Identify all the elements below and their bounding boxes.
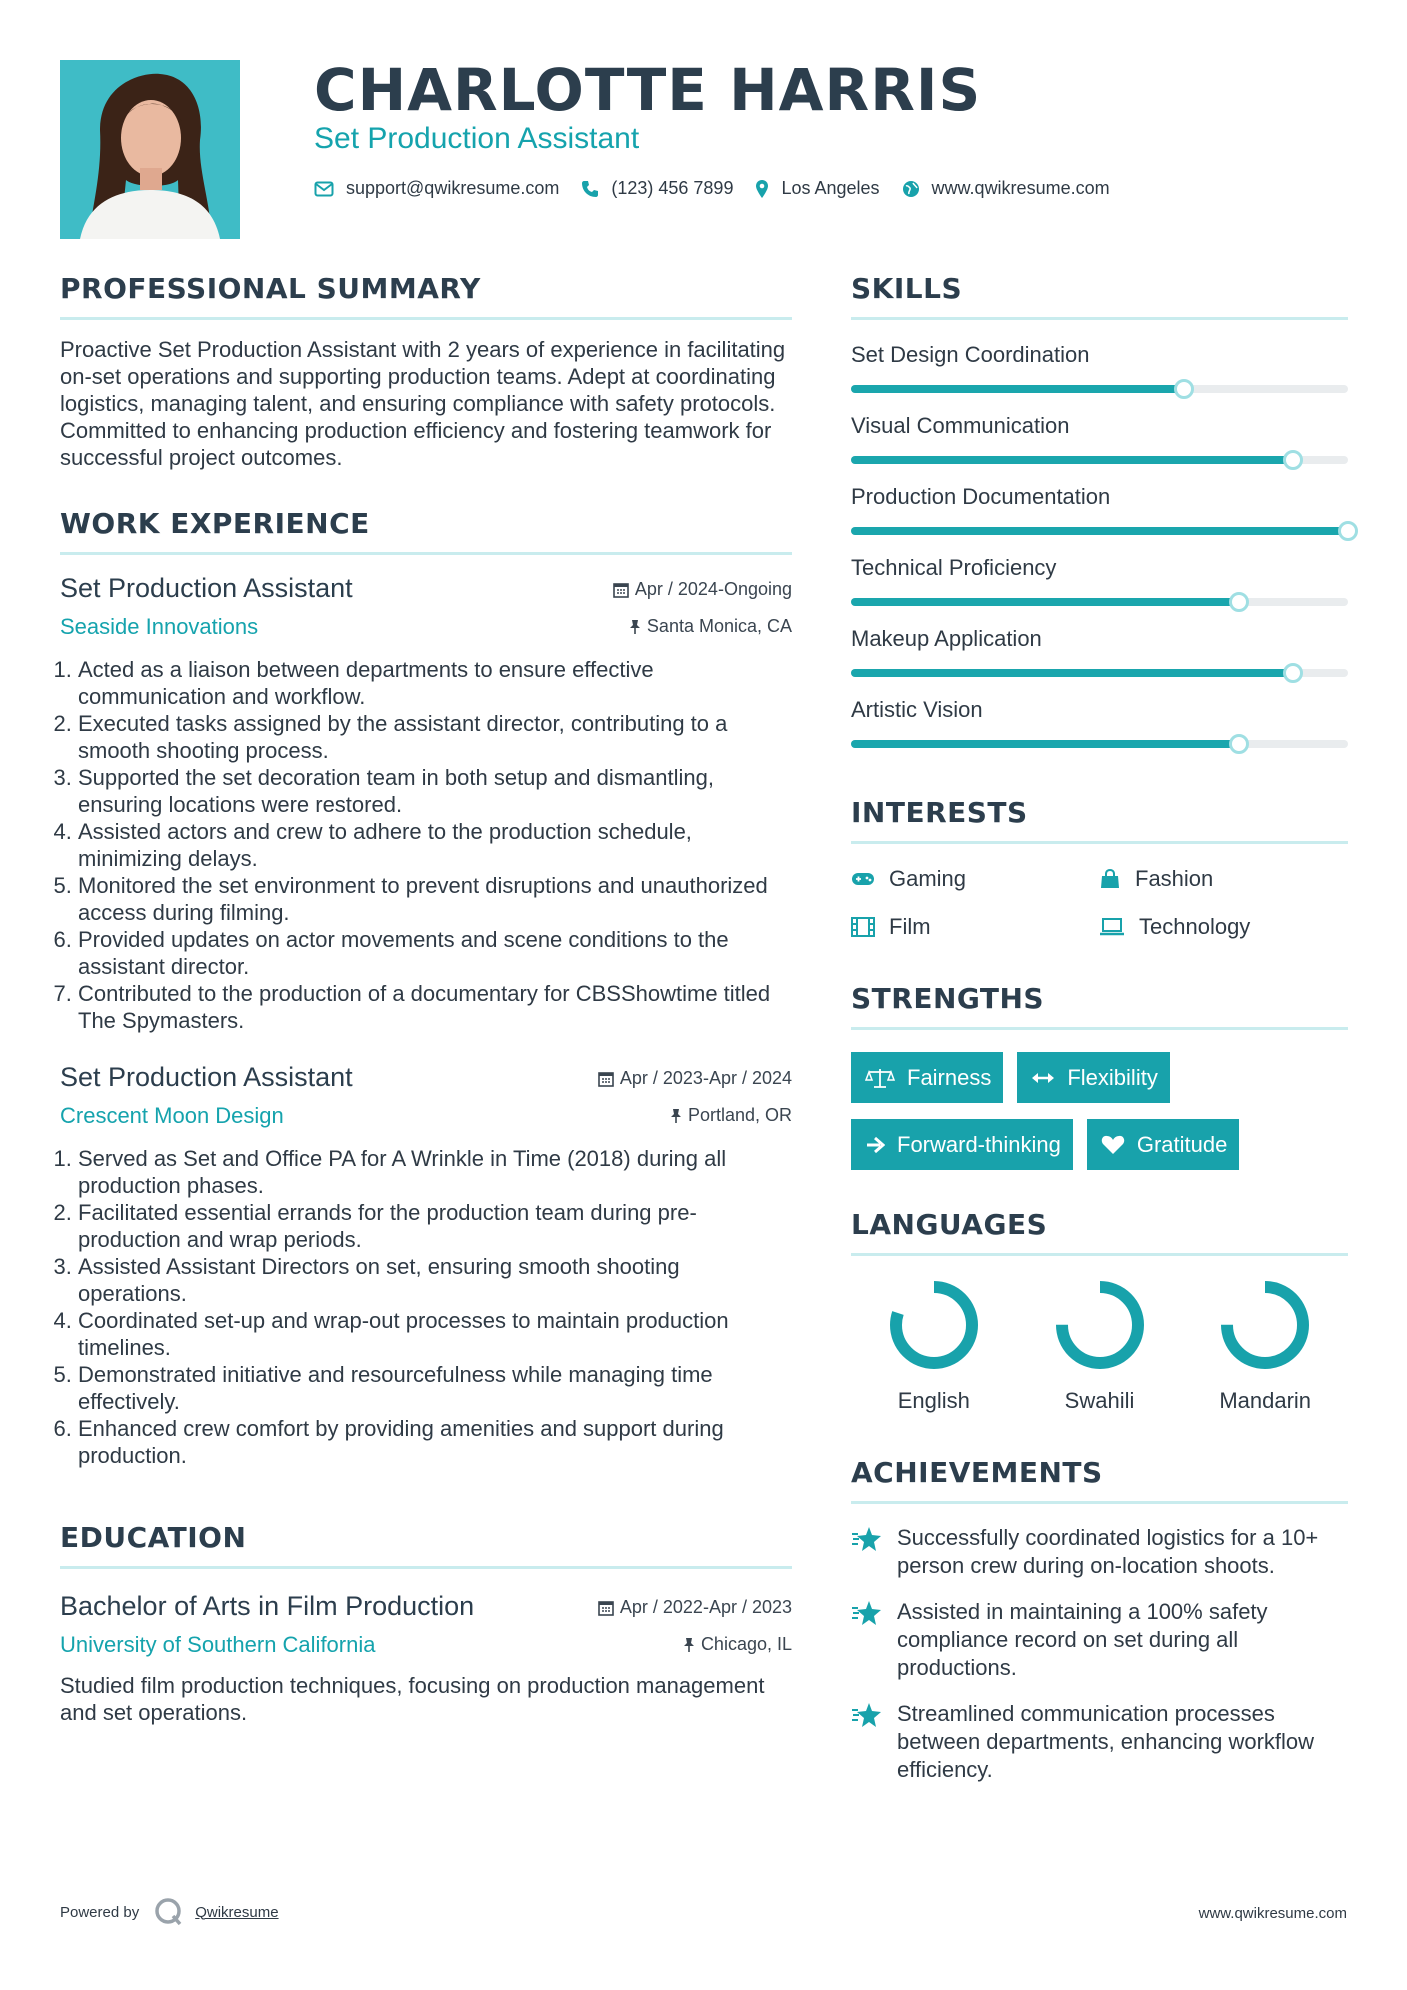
strengths-heading: STRENGTHS (851, 982, 1348, 1030)
contact-website[interactable] (902, 178, 1110, 199)
job-date-text: Apr / 2024-Ongoing (634, 579, 792, 599)
skill-bar-fill (851, 669, 1293, 677)
summary-text: Proactive Set Production Assistant with 2 years of experience in facilitating on-set operations and supporting production teams. Adept at coordinating logistics, managing talent, and ensuring compliance with safety protocols. Committed to enhancing production efficiency and fostering teamwork for successful project outcomes. (60, 337, 786, 470)
strength-label: Gratitude (1136, 1131, 1228, 1157)
phone-icon (581, 180, 599, 198)
skill-label: Visual Communication (851, 413, 1070, 438)
candidate-title: Set Production Assistant (314, 122, 640, 155)
education-heading: EDUCATION (60, 1521, 792, 1569)
skill-label: Production Documentation (851, 484, 1111, 509)
list-item: 4. Coordinated set-up and wrap-out processes to maintain production timelines. (78, 1307, 792, 1361)
language-label: English (897, 1388, 970, 1413)
thumbtack-icon (629, 619, 641, 635)
job-date-text: Apr / 2023-Apr / 2024 (619, 1068, 792, 1088)
list-item: 3. Assisted Assistant Directors on set, ensuring smooth shooting operations. (78, 1253, 792, 1307)
achievement-item (851, 1700, 1348, 1784)
language-level-ring (1055, 1280, 1145, 1370)
list-item: 3. Supported the set decoration team in both setup and dismantling, ensuring locations were restored. (78, 764, 792, 818)
qwikresume-logo-icon (153, 1896, 185, 1928)
language-label: Swahili (1064, 1388, 1135, 1413)
education-entry (60, 1591, 792, 1726)
footer-site[interactable]: www.qwikresume.com (1198, 1905, 1347, 1922)
website-text: www.qwikresume.com (931, 178, 1110, 198)
strength-badge (1017, 1052, 1169, 1103)
list-item: 6. Provided updates on actor movements and scene conditions to the assistant director. (78, 926, 792, 980)
film-icon (851, 917, 875, 937)
contact-location (755, 178, 879, 199)
strength-label: Flexibility (1067, 1064, 1158, 1090)
skill-bar-fill (851, 456, 1293, 464)
achievement-item (851, 1598, 1348, 1682)
skill-bar-knob (1229, 734, 1249, 754)
job-date (598, 1068, 792, 1089)
arrows-horizontal-icon (1031, 1071, 1055, 1085)
skill-bar-fill (851, 385, 1184, 393)
education-location-text: Chicago, IL (700, 1634, 792, 1654)
list-item: 1. Acted as a liaison between departments to ensure effective communication and workflow. (78, 656, 792, 710)
skills-list (851, 342, 1348, 748)
job-title: Set Production Assistant (60, 1062, 353, 1092)
list-item: 5. Demonstrated initiative and resourcefulness while managing time effectively. (78, 1361, 792, 1415)
skill-label: Makeup Application (851, 626, 1042, 651)
skill-bar (851, 740, 1348, 748)
contact-email[interactable] (314, 178, 559, 199)
profile-photo (60, 60, 240, 239)
calendar-icon (613, 582, 629, 598)
achievement-text: Assisted in maintaining a 100% safety compliance record on set during all productions. (897, 1599, 1268, 1680)
skills-heading: SKILLS (851, 272, 1348, 320)
arrow-right-icon (865, 1136, 885, 1154)
achievement-text: Successfully coordinated logistics for a 10+ person crew during on-location shoots. (897, 1525, 1319, 1578)
powered-by-text: Powered by (60, 1903, 140, 1921)
job-bullets (60, 656, 792, 1034)
location-text: Los Angeles (781, 178, 880, 198)
left-column (60, 272, 792, 1726)
skill-label: Technical Proficiency (851, 555, 1057, 580)
company-name: Crescent Moon Design (60, 1103, 284, 1128)
skill-bar-knob (1174, 379, 1194, 399)
envelope-icon (314, 181, 334, 197)
languages-heading: LANGUAGES (851, 1208, 1348, 1256)
skill-bar (851, 456, 1348, 464)
skill-bar (851, 385, 1348, 393)
right-column (851, 272, 1348, 1784)
list-item: 4. Assisted actors and crew to adhere to the production schedule, minimizing delays. (78, 818, 792, 872)
skill-item (851, 626, 1348, 677)
shooting-star-icon (851, 1526, 883, 1552)
interest-item (851, 866, 1099, 892)
interests-heading: INTERESTS (851, 796, 1348, 844)
language-item (851, 1280, 1017, 1414)
achievement-text: Streamlined communication processes between departments, enhancing workflow efficiency. (897, 1701, 1315, 1782)
company-name: Seaside Innovations (60, 614, 259, 639)
thumbtack-icon (683, 1637, 695, 1653)
achievement-item (851, 1524, 1348, 1580)
interest-label: Film (889, 914, 931, 939)
experience-heading: WORK EXPERIENCE (60, 507, 792, 555)
interests-list (851, 866, 1348, 940)
degree-title: Bachelor of Arts in Film Production (60, 1591, 475, 1621)
education-date-text: Apr / 2022-Apr / 2023 (619, 1597, 792, 1617)
interest-label: Gaming (889, 866, 967, 891)
list-item: 2. Executed tasks assigned by the assistant director, contributing to a smooth shooting process. (78, 710, 792, 764)
balance-scale-icon (865, 1067, 895, 1089)
strength-label: Fairness (907, 1064, 992, 1090)
strength-label: Forward-thinking (897, 1131, 1061, 1157)
shooting-star-icon (851, 1702, 883, 1728)
candidate-name: CHARLOTTE HARRIS (314, 56, 982, 124)
job-location (670, 1105, 792, 1126)
language-label: Mandarin (1219, 1388, 1312, 1413)
job-location-text: Santa Monica, CA (646, 616, 792, 636)
interest-item (1099, 866, 1347, 892)
thumbtack-icon (670, 1108, 682, 1124)
interest-label: Fashion (1135, 866, 1214, 891)
strength-badge (851, 1119, 1073, 1170)
shopping-bag-icon (1099, 869, 1121, 889)
heart-icon (1101, 1135, 1125, 1155)
skill-label: Set Design Coordination (851, 342, 1090, 367)
list-item: 7. Contributed to the production of a documentary for CBSShowtime titled The Spymasters. (78, 980, 792, 1034)
contact-phone[interactable] (581, 178, 733, 199)
map-pin-icon (755, 179, 769, 199)
languages-list (851, 1280, 1348, 1414)
language-item (1182, 1280, 1348, 1414)
contact-bar (314, 178, 1132, 199)
strengths-list (851, 1052, 1348, 1170)
list-item: 5. Monitored the set environment to prevent disruptions and unauthorized access during filming. (78, 872, 792, 926)
skill-bar (851, 598, 1348, 606)
globe-icon (902, 180, 920, 198)
skill-bar (851, 527, 1348, 535)
summary-heading: PROFESSIONAL SUMMARY (60, 272, 792, 320)
skill-bar-knob (1283, 450, 1303, 470)
footer-powered-by (60, 1896, 279, 1928)
job-bullets (60, 1145, 792, 1469)
job-entry-2 (60, 1062, 792, 1469)
education-date (598, 1597, 792, 1618)
skill-item (851, 697, 1348, 748)
list-item: 6. Enhanced crew comfort by providing amenities and support during production. (78, 1415, 792, 1469)
calendar-icon (598, 1600, 614, 1616)
laptop-icon (1099, 918, 1125, 936)
education-description: Studied film production techniques, focusing on production management and set operations. (60, 1673, 765, 1725)
interest-item (1099, 914, 1347, 940)
school-name: University of Southern California (60, 1632, 376, 1657)
skill-bar-fill (851, 598, 1239, 606)
person-portrait-icon (60, 60, 240, 239)
job-location-text: Portland, OR (687, 1105, 792, 1125)
skill-item (851, 484, 1348, 535)
skill-label: Artistic Vision (851, 697, 983, 722)
skill-bar (851, 669, 1348, 677)
skill-item (851, 342, 1348, 393)
skill-bar-knob (1338, 521, 1358, 541)
strength-badge (851, 1052, 1003, 1103)
list-item: 2. Facilitated essential errands for the production team during pre-production and wrap periods. (78, 1199, 792, 1253)
email-text: support@qwikresume.com (346, 178, 560, 198)
interest-item (851, 914, 1099, 940)
job-location (629, 616, 792, 637)
phone-text: (123) 456 7899 (611, 178, 734, 198)
skill-bar-knob (1283, 663, 1303, 683)
skill-bar-knob (1229, 592, 1249, 612)
brand-link[interactable]: Qwikresume (195, 1903, 279, 1921)
shooting-star-icon (851, 1600, 883, 1626)
gamepad-icon (851, 871, 875, 887)
language-level-ring (1220, 1280, 1310, 1370)
achievements-list (851, 1524, 1348, 1784)
calendar-icon (598, 1071, 614, 1087)
achievements-heading: ACHIEVEMENTS (851, 1456, 1348, 1504)
job-title: Set Production Assistant (60, 573, 353, 603)
language-level-ring (889, 1280, 979, 1370)
list-item: 1. Served as Set and Office PA for A Wrinkle in Time (2018) during all production phases. (78, 1145, 792, 1199)
job-date (613, 579, 792, 600)
job-entry-1 (60, 573, 792, 1034)
skill-item (851, 555, 1348, 606)
skill-item (851, 413, 1348, 464)
interest-label: Technology (1139, 914, 1251, 939)
education-location (683, 1634, 792, 1655)
skill-bar-fill (851, 527, 1348, 535)
language-item (1017, 1280, 1183, 1414)
strength-badge (1087, 1119, 1240, 1170)
skill-bar-fill (851, 740, 1239, 748)
